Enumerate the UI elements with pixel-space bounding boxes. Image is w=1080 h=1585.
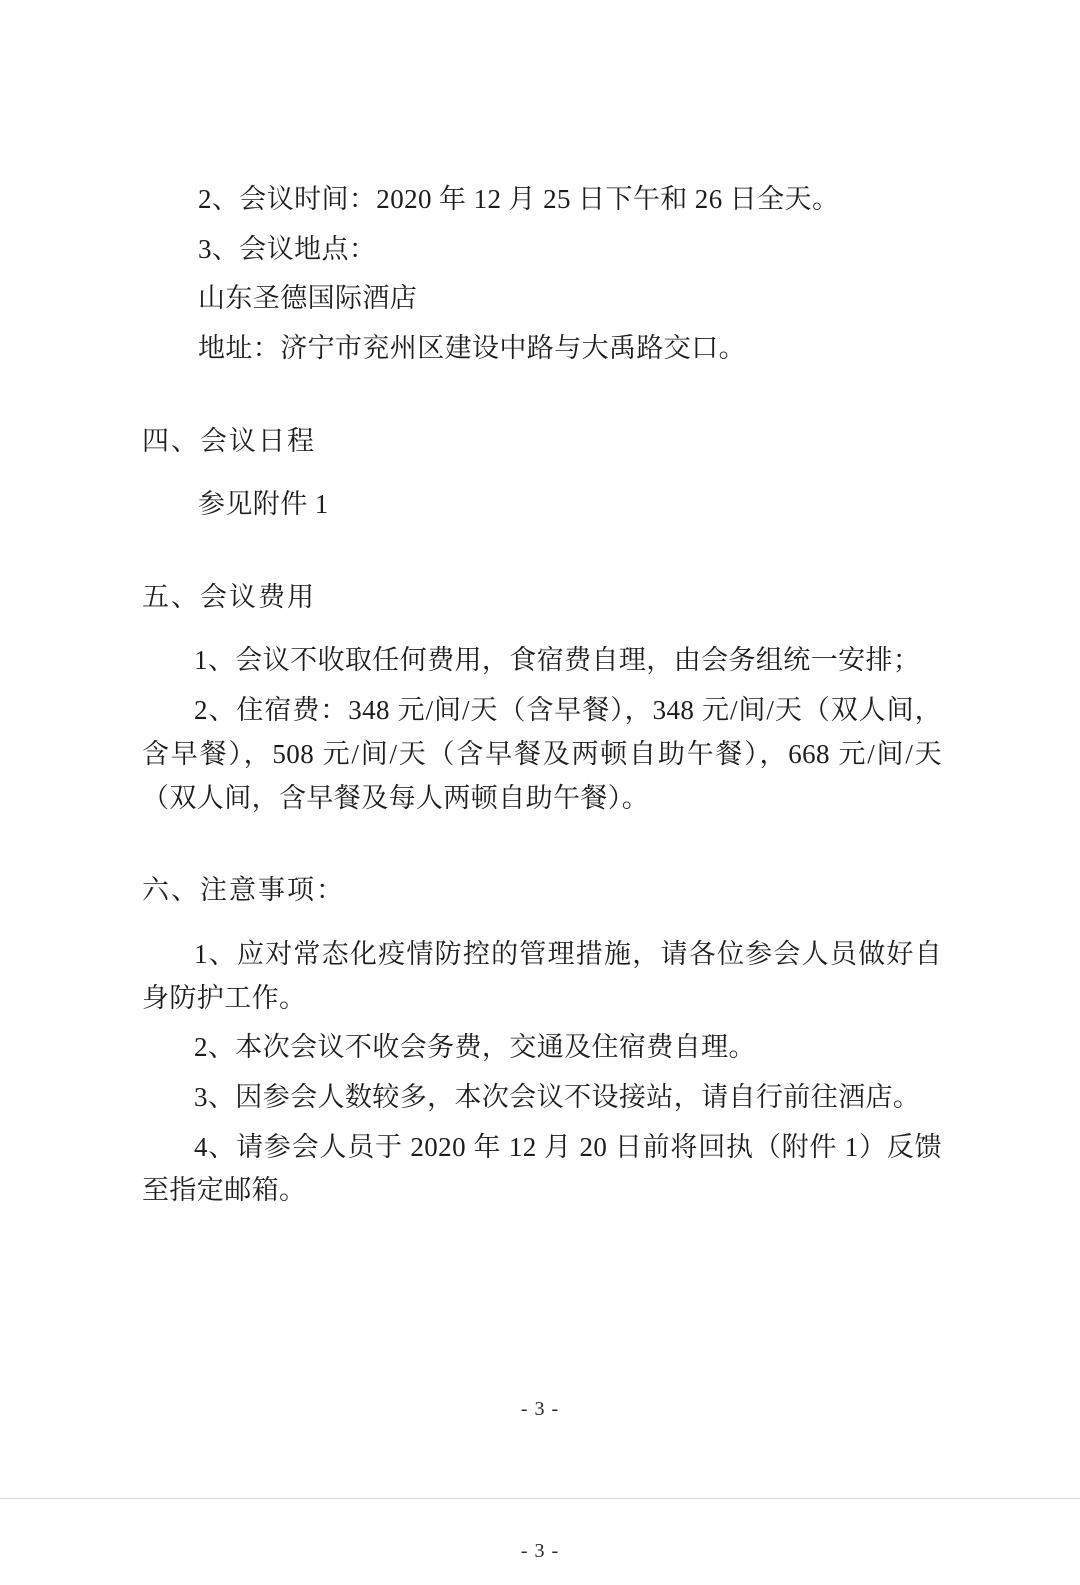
paragraph-hotel-name: 山东圣德国际酒店 [198,283,418,314]
paragraph-notice-item-4: 4、请参会人员于 2020 年 12 月 20 日前将回执（附件 1）反馈至指定邮箱。 [142,1131,942,1206]
paragraph-fee-item-2: 2、住宿费：348 元/间/天（含早餐），348 元/间/天（双人间，含早餐），508 元/间/天（含早餐及两顿自助午餐），668 元/间/天（双人间，含早餐及每人两顿自助午餐）。 [142,695,942,813]
page-divider [0,1498,1080,1499]
paragraph-agenda-reference: 参见附件 1 [198,489,329,520]
paragraph-fee-item-1: 1、会议不收取任何费用，食宿费自理，由会务组统一安排； [194,645,921,676]
spacer-1 [142,377,942,425]
paragraph-meeting-venue-label: 3、会议地点： [198,233,377,264]
paragraph-hotel-address: 地址：济宁市兖州区建设中路与大禹路交口。 [198,333,746,364]
paragraph-notice-item-2: 2、本次会议不收会务费，交通及住宿费自理。 [194,1032,756,1063]
page-number-inner: - 3 - [520,1398,560,1420]
heading-section-four: 四、会议日程 [142,425,316,456]
paragraph-notice-item-3: 3、因参会人数较多，本次会议不设接站，请自行前往酒店。 [194,1081,921,1112]
document-body [142,178,942,1219]
spacer-3 [142,826,942,874]
paragraph-notice-item-1: 1、应对常态化疫情防控的管理措施，请各位参会人员做好自身防护工作。 [142,938,942,1013]
heading-section-five: 五、会议费用 [142,582,316,613]
paragraph-meeting-time: 2、会议时间：2020 年 12 月 25 日下午和 26 日全天。 [198,184,840,214]
spacer-2 [142,533,942,581]
page-number-outer: - 3 - [520,1540,560,1562]
heading-section-six: 六、注意事项： [142,875,345,906]
